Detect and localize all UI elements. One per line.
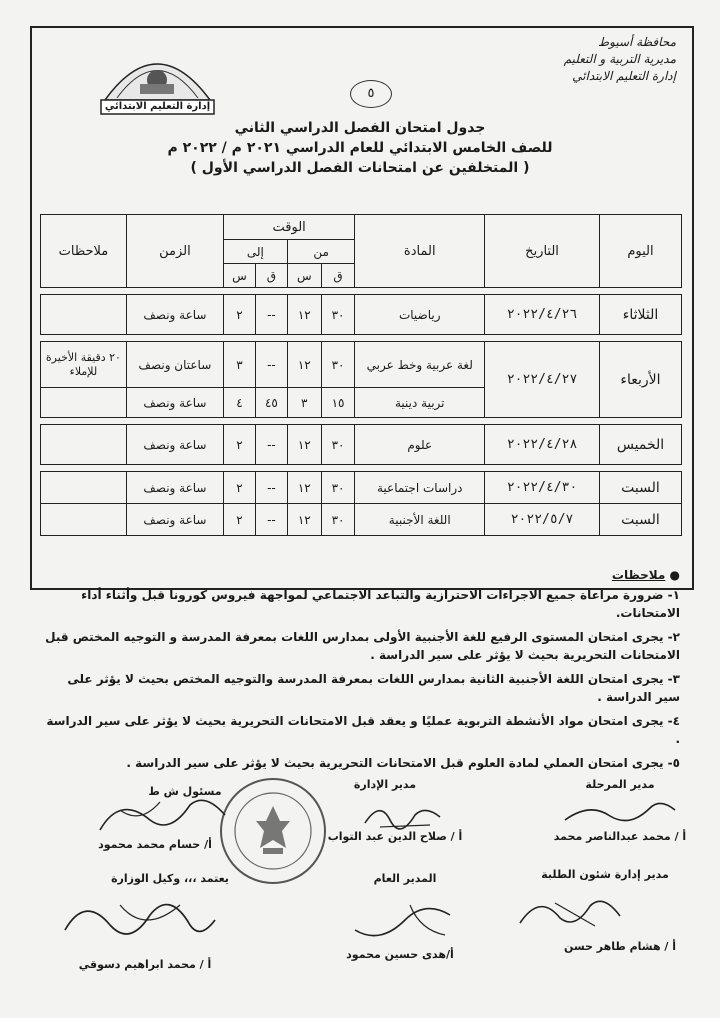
admin-signature-icon: [360, 795, 450, 835]
document-titles: [100, 118, 620, 178]
row-from-min: ٣٠: [321, 504, 355, 536]
title-line-2: للصف الخامس الابتدائي للعام الدراسي ٢٠٢١ م / ٢٠٢٢ م: [167, 140, 553, 156]
row-from-hour: ١٢: [287, 425, 321, 465]
stage-manager-name: أ / محمد عبدالناصر محمد: [553, 830, 687, 843]
row-from-hour: ١٢: [287, 504, 321, 536]
row-to-hour: ٢: [223, 472, 255, 504]
header-date: التاريخ: [485, 215, 600, 288]
authority-line-1: محافظة أسيوط: [598, 35, 676, 49]
row-notes: ٢٠ دقيقة الأخيرة للإملاء: [41, 342, 127, 388]
note-item: ٥- يجرى امتحان العملي لمادة العلوم قبل الامتحانات التحريرية بحيث لا يؤثر على سير الدراسة .: [126, 756, 680, 770]
row-day: السبت: [599, 504, 681, 536]
row-from-min: ٣٠: [321, 472, 355, 504]
header-duration: الزمن: [126, 215, 223, 288]
official-title: مسئول ش ط: [148, 785, 222, 798]
row-from-hour: ١٢: [287, 472, 321, 504]
header-day: اليوم: [599, 215, 681, 288]
note-item: ٢- يجرى امتحان المستوى الرفيع للغة الأجنبية الأولى بمدارس اللغات بمعرفة المدرسة و التوجيه المختص قبل الامتحانات التحريرية بحيث لا يؤثر على سير الدراسة .: [45, 630, 680, 662]
stage-signature-icon: [560, 790, 680, 830]
header-notes: ملاحظات: [41, 215, 127, 288]
affairs-signature-icon: [515, 888, 625, 933]
row-duration: ساعة ونصف: [126, 388, 223, 418]
official-signature-icon: [90, 790, 230, 840]
table-row: [41, 472, 682, 504]
official-seal-icon: [218, 776, 328, 886]
note-item: ٣- يجرى امتحان اللغة الأجنبية الثانية بمدارس اللغات بمعرفة المدرسة والتوجيه المختص بحيث لا يؤثر على سير الدراسة .: [67, 672, 680, 704]
exam-schedule-table: [40, 214, 682, 536]
stage-manager-title: مدير المرحلة: [585, 778, 655, 791]
notes-heading-text: ملاحظات: [611, 568, 666, 582]
row-to-min: --: [255, 504, 287, 536]
note-item: ٤- يجرى امتحان مواد الأنشطة التربوية عمليًا و يعقد قبل الامتحانات التحريرية بحيث لا يؤثر على سير الدراسة .: [46, 714, 680, 746]
table-row: [41, 425, 682, 465]
table-row: [41, 504, 682, 536]
header-from-hour: س: [287, 264, 321, 288]
row-subject: علوم: [355, 425, 485, 465]
row-from-min: ٣٠: [321, 342, 355, 388]
title-line-1: جدول امتحان الفصل الدراسي الثاني: [234, 120, 486, 136]
row-to-min: --: [255, 342, 287, 388]
row-date: ٢٠٢٢/٤/٣٠: [485, 472, 600, 504]
row-to-hour: ٢: [223, 425, 255, 465]
row-day: الخميس: [599, 425, 681, 465]
row-day: السبت: [599, 472, 681, 504]
table-row: [41, 342, 682, 388]
row-subject: تربية دينية: [355, 388, 485, 418]
notes-heading: ● ملاحظات: [611, 568, 680, 582]
logo-caption: إدارة التعليم الابتدائي: [104, 101, 211, 112]
admin-manager-title: مدير الإدارة: [353, 778, 417, 791]
row-to-hour: ٣: [223, 342, 255, 388]
row-date: ٢٠٢٢/٤/٢٦: [485, 295, 600, 335]
student-affairs-name: أ / هشام طاهر حسن: [563, 940, 677, 953]
authority-line-3: إدارة التعليم الابتدائي: [572, 69, 676, 83]
row-from-hour: ١٢: [287, 342, 321, 388]
row-subject: اللغة الأجنبية: [355, 504, 485, 536]
row-to-min: ٤٥: [255, 388, 287, 418]
header-to-hour: س: [223, 264, 255, 288]
row-to-hour: ٢: [223, 295, 255, 335]
header-from: من: [287, 240, 355, 264]
row-day: الأربعاء: [599, 342, 681, 418]
row-subject: رياضيات: [355, 295, 485, 335]
title-line-3: ( المتخلفين عن امتحانات الفصل الدراسي الأول ): [190, 160, 530, 176]
row-from-min: ٣٠: [321, 295, 355, 335]
row-date: ٢٠٢٢/٤/٢٨: [485, 425, 600, 465]
header-to-min: ق: [255, 264, 287, 288]
row-from-hour: ٣: [287, 388, 321, 418]
header-time: الوقت: [223, 215, 354, 240]
notes-section: [40, 566, 680, 778]
authority-line-2: مديرية التربية و التعليم: [563, 52, 676, 66]
row-to-min: --: [255, 295, 287, 335]
row-notes: [41, 425, 127, 465]
deputy-signature-icon: [60, 885, 220, 955]
row-from-min: ٣٠: [321, 425, 355, 465]
row-notes: [41, 472, 127, 504]
row-subject: لغة عربية وخط عربي: [355, 342, 485, 388]
row-notes: [41, 388, 127, 418]
authority-block: [516, 34, 676, 85]
header-to: إلى: [223, 240, 287, 264]
row-from-hour: ١٢: [287, 295, 321, 335]
general-manager-signature-icon: [350, 890, 460, 945]
row-day: الثلاثاء: [599, 295, 681, 335]
general-manager-name: أ/هدى حسين محمود: [346, 948, 454, 961]
table-row: [41, 295, 682, 335]
row-duration: ساعة ونصف: [126, 295, 223, 335]
row-from-min: ١٥: [321, 388, 355, 418]
row-notes: [41, 504, 127, 536]
row-duration: ساعتان ونصف: [126, 342, 223, 388]
header-from-min: ق: [321, 264, 355, 288]
row-to-hour: ٤: [223, 388, 255, 418]
row-notes: [41, 295, 127, 335]
header-subject: المادة: [355, 215, 485, 288]
general-manager-title: المدير العام: [373, 872, 437, 885]
row-date: ٢٠٢٢/٤/٢٧: [485, 342, 600, 418]
deputy-minister-title: يعتمد ،،، وكيل الوزارة: [111, 872, 229, 885]
student-affairs-title: مدير إدارة شئون الطلبة: [541, 868, 669, 881]
official-name: أ/ حسام محمد محمود: [98, 838, 212, 851]
row-subject: دراسات اجتماعية: [355, 472, 485, 504]
row-duration: ساعة ونصف: [126, 425, 223, 465]
row-duration: ساعة ونصف: [126, 472, 223, 504]
row-to-hour: ٢: [223, 504, 255, 536]
deputy-minister-name: أ / محمد ابراهيم دسوقي: [78, 958, 212, 971]
admin-manager-name: أ / صلاح الدين عبد التواب: [327, 830, 463, 843]
row-to-min: --: [255, 472, 287, 504]
row-duration: ساعة ونصف: [126, 504, 223, 536]
row-to-min: --: [255, 425, 287, 465]
page-number: ٥: [350, 80, 392, 108]
note-item: ١- ضرورة مراعاة جميع الاجراءات الاحترازية والتباعد الاجتماعي لمواجهة فيروس كورونا قبل وأثناء أداء الامتحانات.: [81, 588, 680, 620]
row-date: ٢٠٢٢/٥/٧: [485, 504, 600, 536]
